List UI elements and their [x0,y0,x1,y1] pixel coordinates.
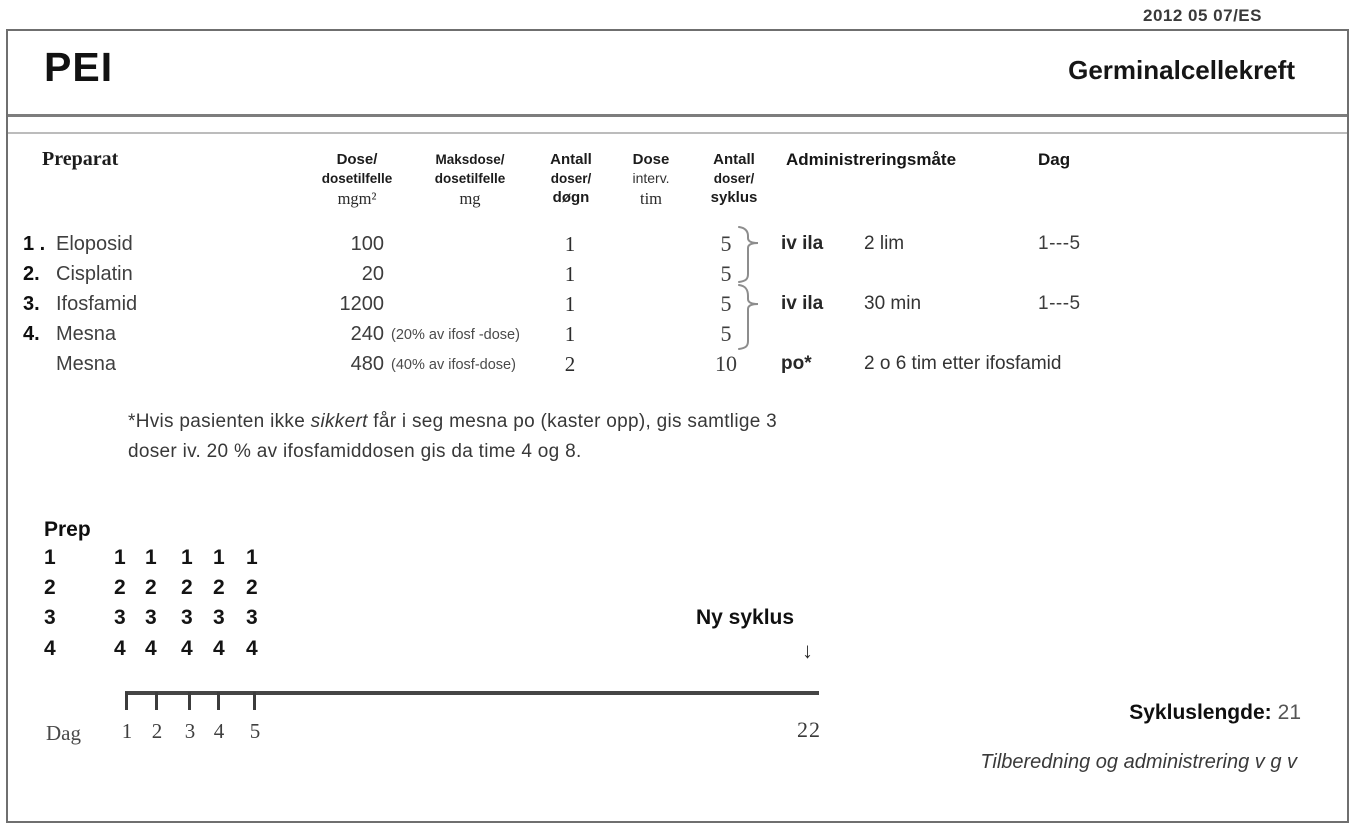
header-line: Antall [550,151,592,168]
header-line: Maksdose/ [435,152,505,167]
cycle-length-value: 21 [1277,701,1301,724]
doses-per-cycle: 5 [720,321,732,346]
prep-row-label: 1 [44,546,56,569]
header-line: Antall [713,151,755,168]
doses-per-day: 1 [564,232,576,256]
header-line: Dose/ [336,151,378,168]
protocol-title: PEI [44,44,114,90]
doses-per-day: 2 [564,352,576,376]
timeline-tick [155,692,158,710]
header-divider-dark [8,114,1347,117]
table-row [0,263,1357,290]
header-line: mg [459,189,481,208]
column-header-antall-syklus [703,150,765,207]
column-header-administrering: Administreringsmåte [786,150,957,169]
header-line: syklus [710,189,758,206]
day-range: 1---5 [1038,293,1081,314]
header-line: Dose [632,151,670,168]
footnote-emphasis: sikkert [310,411,368,432]
header-line: interv. [632,170,670,186]
admin-route: po* [781,353,812,374]
doses-per-cycle: 5 [720,231,732,256]
timeline-tick [253,692,256,710]
column-header-preparat: Preparat [42,148,119,170]
dose-value: 480 [350,353,384,375]
prep-grid-row: 4 4 4 4 4 4 [44,637,258,660]
drug-number [23,353,48,376]
table-row [0,293,1357,320]
dose-note: (40% av ifosf-dose) [391,357,516,373]
column-header-dose [311,150,403,208]
cycle-length-label: Sykluslengde: [1129,701,1272,724]
timeline-day-label: 4 [213,719,225,743]
admin-route: iv ila [781,293,824,314]
dose-value: 20 [361,263,384,285]
admin-route: iv ila [781,233,824,254]
timeline-day-label: 2 [151,719,163,743]
timeline-tick [217,692,220,710]
header-line: dosetilfelle [321,171,393,186]
drug-name: 2. Cisplatin [23,263,133,285]
day-range: 1---5 [1038,233,1081,254]
timeline-tick [125,692,128,710]
dose-note: (20% av ifosf -dose) [391,327,520,343]
drug-name: 4. Mesna [23,323,117,345]
timeline-day-22-label: 22 [797,717,821,742]
cycle-length [1129,701,1301,725]
drug-name: Mesna [23,353,116,376]
dose-value: 240 [350,323,384,345]
group-brace-rows-1-2 [736,226,762,284]
header-line: tim [639,189,662,208]
timeline-day-label: 3 [184,719,196,743]
prep-grid-row: 3 3 3 3 3 3 [44,606,258,629]
header-divider-light [8,132,1347,134]
doses-per-day: 1 [564,292,576,316]
table-row [0,233,1357,260]
dose-value: 1200 [339,293,384,315]
prep-label: Prep [44,518,91,541]
doses-per-cycle: 5 [720,261,732,286]
group-brace-rows-3-4 [736,284,762,350]
header-line: doser/ [713,171,755,186]
timeline-dag-label: Dag [46,721,81,745]
admin-duration: 30 min [864,293,922,314]
doses-per-cycle: 5 [720,291,732,316]
column-header-maksdose [422,150,518,208]
column-header-dag: Dag [1038,150,1071,169]
arrow-down-icon: ↓ [802,638,813,663]
prep-row-label: 4 [44,637,56,660]
timeline-axis [125,691,819,695]
revision-date: 2012 05 07/ES [1143,6,1262,25]
doses-per-day: 1 [564,322,576,346]
drug-number: 1 . [23,233,46,255]
timeline-day-label: 5 [249,719,261,743]
header-line: doser/ [550,171,592,186]
drug-name: 3. Ifosfamid [23,293,138,315]
drug-number: 2. [23,263,40,285]
header-line: mgm² [337,189,377,208]
prep-row-label: 3 [44,606,56,629]
column-header-dose-interv [622,150,680,208]
doses-per-day: 1 [564,262,576,286]
prep-grid-row: 1 1 1 1 1 1 [44,546,258,569]
footnote-line-2: doser iv. 20 % av ifosfamiddosen gis da time 4 og 8. [128,441,582,462]
diagnosis-title: Germinalcellekreft [1068,55,1295,85]
new-cycle-label: Ny syklus [696,606,795,629]
admin-duration: 2 o 6 tim etter ifosfamid [864,353,1062,374]
timeline-day-label: 1 [121,719,133,743]
table-row [0,323,1357,350]
preparation-note: Tilberedning og administrering v g v [980,751,1297,773]
admin-duration: 2 lim [864,233,905,254]
header-line: døgn [552,189,590,206]
drug-number: 4. [23,323,40,345]
doses-per-cycle: 10 [715,351,737,376]
prep-row-label: 2 [44,576,56,599]
drug-number: 3. [23,293,40,315]
footnote-line-1: *Hvis pasienten ikke sikkert får i seg mesna po (kaster opp), gis samtlige 3 [128,411,778,432]
column-header-antall-dogn [542,150,600,207]
header-line: dosetilfelle [434,171,506,186]
timeline-tick [188,692,191,710]
table-row [0,353,1357,380]
dose-value: 100 [350,233,384,255]
prep-grid-row: 2 2 2 2 2 2 [44,576,258,599]
drug-name: 1 . Eloposid [23,233,133,255]
